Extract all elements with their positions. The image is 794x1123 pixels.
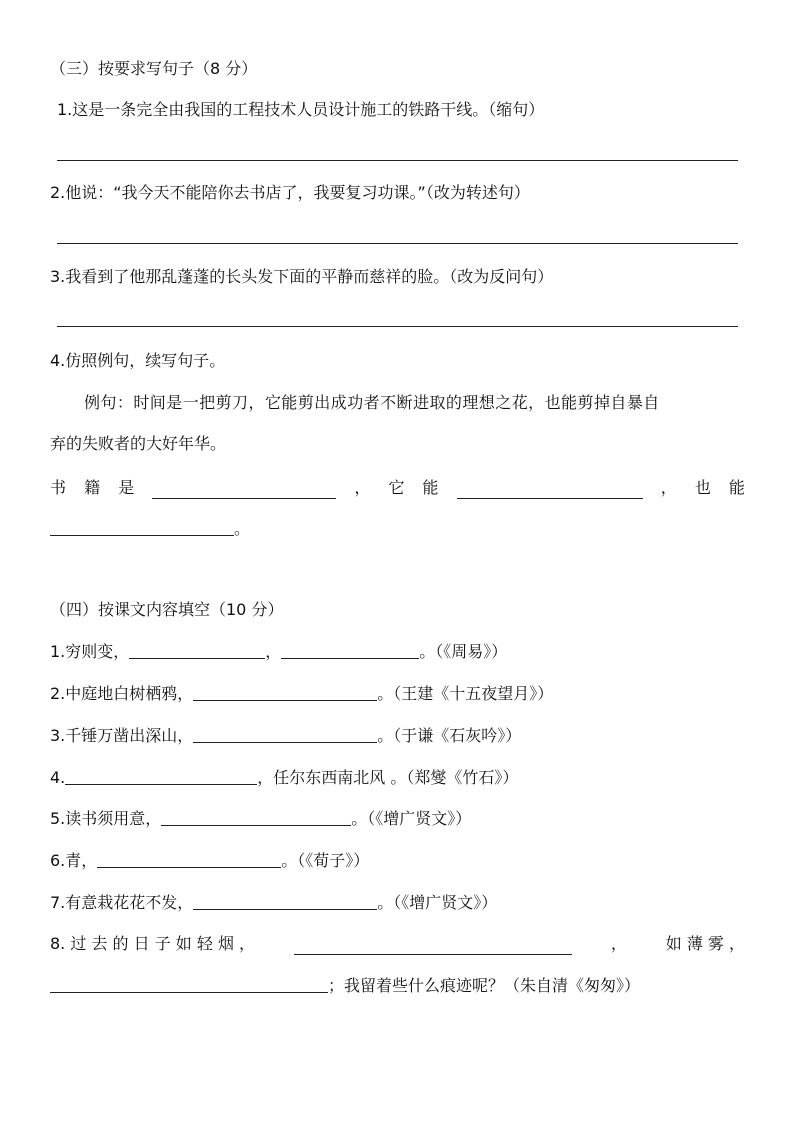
fill-blank-3[interactable] (50, 519, 234, 536)
recite-text: 2.中庭地白树栖鸦， (50, 684, 194, 703)
recite-text: 6.青， (50, 851, 98, 870)
recite-blank[interactable] (281, 642, 419, 659)
question-2-text: 2.他说：“我今天不能陪你去书店了，我要复习功课。”（改为转述句） (50, 183, 530, 202)
fill-char: 能 (422, 478, 439, 497)
recite-text: ， (265, 642, 282, 661)
recite-item-7 (50, 892, 497, 914)
recite-text: ；我留着些什么痕迹呢？（朱自清《匆匆》） (328, 976, 641, 995)
recite-text: 7.有意栽花花不发， (50, 893, 194, 912)
recite-text: 5.读书须用意， (50, 809, 162, 828)
recite-text: ，任尔东西南北风 。（郑燮《竹石》） (257, 768, 519, 787)
recite-text: 3.千锤万凿出深山， (50, 726, 194, 745)
recite-blank[interactable] (97, 851, 281, 868)
recite-item-2 (50, 683, 553, 705)
recite-item-5 (50, 808, 471, 830)
section3-heading: （三）按要求写句子（8 分） (50, 59, 258, 78)
fill-comma: ， (354, 478, 371, 497)
recite-blank[interactable] (193, 684, 377, 701)
recite-text: 1.穷则变， (50, 642, 130, 661)
recite-text: 。（于谦《石灰吟》） (377, 726, 522, 745)
fill-period: 。 (234, 519, 251, 538)
recite-text: 如 薄 雾 ， (665, 934, 745, 953)
recite-blank[interactable] (193, 893, 377, 910)
answer-line-1[interactable] (57, 160, 738, 161)
recite-text: 。（《增广贤文》） (351, 809, 472, 828)
fill-char: 它 (388, 478, 405, 497)
recite-item-4 (50, 767, 518, 789)
fill-char: 籍 (84, 478, 101, 497)
fill-comma: ， (660, 478, 677, 497)
question-4-text: 4.仿照例句，续写句子。 (50, 351, 226, 370)
recite-blank[interactable] (129, 642, 265, 659)
example-sentence-line2: 弃的失败者的大好年华。 (50, 434, 227, 453)
recite-text: 4. (50, 768, 66, 787)
answer-line-2[interactable] (57, 243, 738, 244)
recite-blank[interactable] (294, 938, 572, 955)
fill-char: 能 (728, 478, 745, 497)
fill-blank-1[interactable] (152, 482, 336, 499)
question-1-text: 1.这是一条完全由我国的工程技术人员设计施工的铁路干线。（缩句） (57, 100, 545, 119)
fill-char: 是 (118, 478, 135, 497)
recite-text: 。（《荀子》） (281, 851, 370, 870)
recite-item-6 (50, 850, 369, 872)
recite-item-8-line2 (50, 975, 640, 997)
recite-text: 。（《周易》） (419, 642, 508, 661)
fill-blank-2[interactable] (457, 482, 643, 499)
recite-item-3 (50, 725, 521, 747)
fill-char: 也 (694, 478, 711, 497)
recite-item-1 (50, 641, 507, 663)
fill-sentence-line1 (50, 477, 745, 499)
recite-text: 。（《增广贤文》） (377, 893, 498, 912)
question-3-text: 3.我看到了他那乱蓬蓬的长头发下面的平静而慈祥的脸。（改为反问句） (50, 267, 554, 286)
answer-line-3[interactable] (57, 326, 738, 327)
recite-blank[interactable] (193, 726, 377, 743)
recite-text: 8. 过 去 的 日 子 如 轻 烟 ， (50, 934, 256, 953)
recite-text: ， (610, 934, 627, 953)
section4-heading: （四）按课文内容填空（10 分） (50, 600, 284, 619)
fill-char: 书 (50, 478, 67, 497)
recite-blank[interactable] (65, 768, 257, 785)
recite-text: 。（王建《十五夜望月》） (377, 684, 554, 703)
recite-blank[interactable] (161, 809, 351, 826)
fill-sentence-line2 (50, 518, 250, 540)
recite-item-8-line1 (50, 933, 745, 955)
example-sentence-line1: 例句：时间是一把剪刀，它能剪出成功者不断进取的理想之花，也能剪掉自暴自 (84, 393, 660, 412)
recite-blank[interactable] (50, 976, 328, 993)
